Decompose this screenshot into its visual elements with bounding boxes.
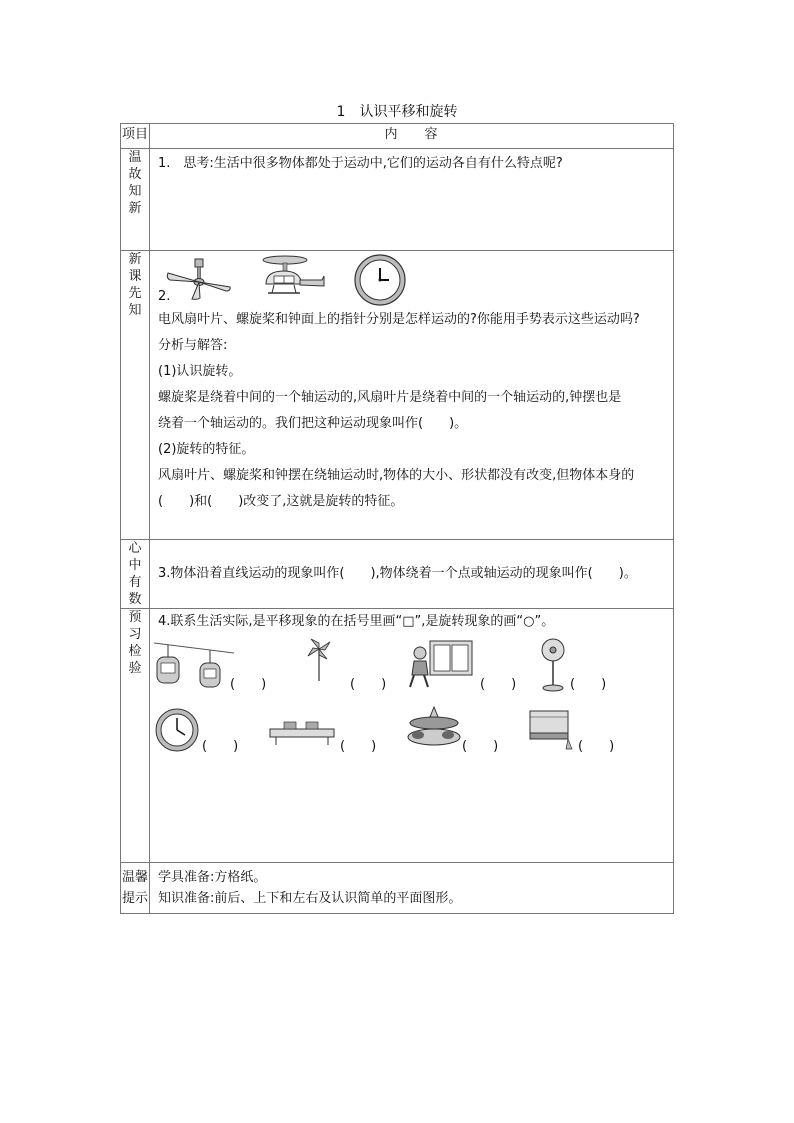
electric-fan-icon [538, 637, 568, 693]
label-review: 温故知新 [121, 149, 150, 251]
ceiling-fan-icon [164, 257, 234, 301]
label-preview: 预习检验 [121, 609, 150, 863]
label-heart: 心中有数 [121, 540, 150, 609]
drawer-icon [526, 705, 576, 751]
clock-icon [352, 253, 408, 307]
tips-content: 学具准备:方格纸。 知识准备:前后、上下和左右及认识简单的平面图形。 [150, 863, 674, 914]
new-content: 2. 电风扇叶片、螺旋桨和钟面上的指针分别是怎样运动的?你能用手势表示这些运动吗? 分析与解答: (1)认识旋转。 螺旋桨是绕着中间的一个轴运动的,风扇叶片是绕着中间的一个轴运动的,钟摆也是 绕着一个轴运动的。我们把这种运动现象叫作( )。 (2)旋转的特征。 风扇叶片、螺旋桨和钟摆在绕轴运动时,物体的大小、形状都没有改变,但物体本身的 ( )和( )改变了,这就是旋转的特征。 [150, 251, 674, 540]
label-tips: 温馨 提示 [121, 863, 150, 914]
header-content: 内 容 [150, 124, 674, 149]
header-item: 项目 [121, 124, 150, 149]
label-new: 新课先知 [121, 251, 150, 540]
worksheet-table [120, 123, 674, 914]
helicopter-icon [260, 254, 326, 302]
conveyor-icon [266, 719, 338, 747]
heart-content: 3.物体沿着直线运动的现象叫作( ),物体绕着一个点或轴运动的现象叫作( )。 [150, 540, 674, 609]
wall-clock-icon [154, 707, 200, 753]
pinwheel-icon [306, 637, 332, 681]
window-icon [406, 639, 474, 691]
cable-car-icon [154, 639, 234, 691]
review-content: 1. 思考:生活中很多物体都处于运动中,它们的运动各自有什么特点呢? [150, 149, 674, 251]
carousel-icon [406, 705, 462, 749]
preview-content: 4.联系生活实际,是平移现象的在括号里画“□”,是旋转现象的画“○”。 ( ) ( ) ( ) ( ) ( ) ( ) ( ) ( ) [150, 609, 674, 863]
page-title: 1 认识平移和旋转 [336, 104, 458, 120]
